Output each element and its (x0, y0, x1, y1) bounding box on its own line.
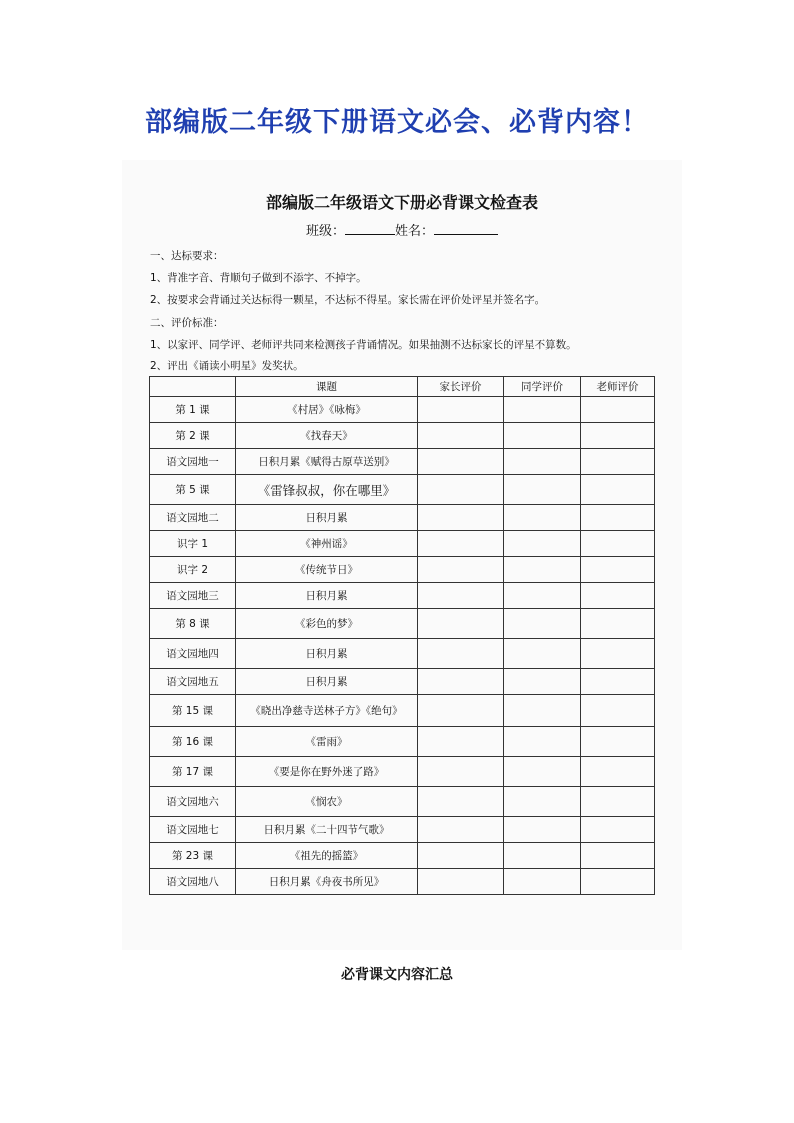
parent-eval-cell[interactable] (418, 727, 504, 757)
lesson-cell: 语文园地二 (150, 505, 236, 531)
peer-eval-cell[interactable] (504, 423, 581, 449)
peer-eval-cell[interactable] (504, 583, 581, 609)
peer-eval-cell[interactable] (504, 843, 581, 869)
lesson-cell: 识字 2 (150, 557, 236, 583)
topic-cell: 《神州谣》 (236, 531, 418, 557)
teacher-eval-cell[interactable] (581, 817, 655, 843)
table-row (150, 787, 655, 817)
teacher-eval-cell[interactable] (581, 669, 655, 695)
table-row (150, 505, 655, 531)
table-header-row (150, 377, 655, 397)
peer-eval-cell[interactable] (504, 695, 581, 727)
peer-eval-cell[interactable] (504, 817, 581, 843)
class-label: 班级： (305, 224, 345, 239)
header-cell: 课题 (236, 377, 418, 397)
standard-line: 2、评出《诵读小明星》发奖状。 (150, 360, 304, 372)
table-row (150, 557, 655, 583)
teacher-eval-cell[interactable] (581, 787, 655, 817)
teacher-eval-cell[interactable] (581, 557, 655, 583)
table-row (150, 817, 655, 843)
table-row (150, 727, 655, 757)
parent-eval-cell[interactable] (418, 817, 504, 843)
check-table (149, 376, 655, 895)
table-row (150, 757, 655, 787)
lesson-cell: 识字 1 (150, 531, 236, 557)
topic-cell: 《悯农》 (236, 787, 418, 817)
teacher-eval-cell[interactable] (581, 449, 655, 475)
table-row (150, 843, 655, 869)
class-name-line (122, 220, 682, 239)
topic-cell: 《祖先的摇篮》 (236, 843, 418, 869)
parent-eval-cell[interactable] (418, 695, 504, 727)
lesson-cell: 第 23 课 (150, 843, 236, 869)
table-row (150, 669, 655, 695)
lesson-cell: 语文园地七 (150, 817, 236, 843)
parent-eval-cell[interactable] (418, 475, 504, 505)
teacher-eval-cell[interactable] (581, 505, 655, 531)
topic-cell: 《晓出净慈寺送林子方》《绝句》 (236, 695, 418, 727)
topic-cell: 《雷雨》 (236, 727, 418, 757)
parent-eval-cell[interactable] (418, 397, 504, 423)
table-row (150, 531, 655, 557)
teacher-eval-cell[interactable] (581, 869, 655, 895)
peer-eval-cell[interactable] (504, 475, 581, 505)
lesson-cell: 第 2 课 (150, 423, 236, 449)
parent-eval-cell[interactable] (418, 757, 504, 787)
lesson-cell: 第 8 课 (150, 609, 236, 639)
peer-eval-cell[interactable] (504, 669, 581, 695)
teacher-eval-cell[interactable] (581, 531, 655, 557)
sheet-title: 部编版二年级语文下册必背课文检查表 (265, 193, 538, 212)
class-blank (345, 222, 395, 235)
section-title: 必背课文内容汇总 (341, 967, 453, 983)
peer-eval-cell[interactable] (504, 727, 581, 757)
lesson-cell: 语文园地六 (150, 787, 236, 817)
table-row (150, 423, 655, 449)
requirement-heading: 一、达标要求： (150, 250, 224, 262)
standard-heading: 二、评价标准： (150, 317, 224, 329)
header-cell: 老师评价 (581, 377, 655, 397)
requirement-line: 1、背准字音、背顺句子做到不添字、不掉字。 (150, 272, 367, 284)
parent-eval-cell[interactable] (418, 583, 504, 609)
name-label: 姓名： (395, 224, 435, 239)
lesson-cell: 第 5 课 (150, 475, 236, 505)
lesson-cell: 语文园地八 (150, 869, 236, 895)
topic-cell: 日积月累 (236, 639, 418, 669)
header-cell: 同学评价 (504, 377, 581, 397)
peer-eval-cell[interactable] (504, 757, 581, 787)
lesson-cell: 第 17 课 (150, 757, 236, 787)
teacher-eval-cell[interactable] (581, 695, 655, 727)
parent-eval-cell[interactable] (418, 423, 504, 449)
lesson-cell: 语文园地四 (150, 639, 236, 669)
topic-cell: 日积月累 (236, 583, 418, 609)
table-row (150, 583, 655, 609)
header-cell: 家长评价 (418, 377, 504, 397)
peer-eval-cell[interactable] (504, 557, 581, 583)
lesson-cell: 第 15 课 (150, 695, 236, 727)
lesson-cell: 语文园地五 (150, 669, 236, 695)
parent-eval-cell[interactable] (418, 787, 504, 817)
peer-eval-cell[interactable] (504, 609, 581, 639)
topic-cell: 日积月累《赋得古原草送别》 (236, 449, 418, 475)
topic-cell: 日积月累 (236, 669, 418, 695)
page-title: 部编版二年级下册语文必会、必背内容！ (145, 107, 649, 138)
topic-cell: 日积月累《二十四节气歌》 (236, 817, 418, 843)
parent-eval-cell[interactable] (418, 609, 504, 639)
topic-cell: 《雷锋叔叔，你在哪里》 (236, 475, 418, 505)
teacher-eval-cell[interactable] (581, 639, 655, 669)
topic-cell: 《要是你在野外迷了路》 (236, 757, 418, 787)
parent-eval-cell[interactable] (418, 531, 504, 557)
peer-eval-cell[interactable] (504, 449, 581, 475)
parent-eval-cell[interactable] (418, 639, 504, 669)
teacher-eval-cell[interactable] (581, 757, 655, 787)
topic-cell: 日积月累《舟夜书所见》 (236, 869, 418, 895)
table-row (150, 869, 655, 895)
parent-eval-cell[interactable] (418, 669, 504, 695)
peer-eval-cell[interactable] (504, 397, 581, 423)
topic-cell: 《传统节日》 (236, 557, 418, 583)
name-blank (434, 222, 498, 235)
header-cell (150, 377, 236, 397)
peer-eval-cell[interactable] (504, 505, 581, 531)
teacher-eval-cell[interactable] (581, 583, 655, 609)
teacher-eval-cell[interactable] (581, 397, 655, 423)
peer-eval-cell[interactable] (504, 787, 581, 817)
lesson-cell: 第 1 课 (150, 397, 236, 423)
lesson-cell: 第 16 课 (150, 727, 236, 757)
teacher-eval-cell[interactable] (581, 475, 655, 505)
topic-cell: 《彩色的梦》 (236, 609, 418, 639)
parent-eval-cell[interactable] (418, 505, 504, 531)
table-row (150, 639, 655, 669)
teacher-eval-cell[interactable] (581, 727, 655, 757)
parent-eval-cell[interactable] (418, 449, 504, 475)
table-row (150, 695, 655, 727)
peer-eval-cell[interactable] (504, 639, 581, 669)
peer-eval-cell[interactable] (504, 531, 581, 557)
parent-eval-cell[interactable] (418, 869, 504, 895)
lesson-cell: 语文园地三 (150, 583, 236, 609)
teacher-eval-cell[interactable] (581, 843, 655, 869)
teacher-eval-cell[interactable] (581, 609, 655, 639)
parent-eval-cell[interactable] (418, 557, 504, 583)
topic-cell: 《找春天》 (236, 423, 418, 449)
table-row (150, 475, 655, 505)
topic-cell: 日积月累 (236, 505, 418, 531)
lesson-cell: 语文园地一 (150, 449, 236, 475)
parent-eval-cell[interactable] (418, 843, 504, 869)
standard-line: 1、以家评、同学评、老师评共同来检测孩子背诵情况。如果抽测不达标家长的评星不算数。 (150, 339, 577, 351)
requirement-line: 2、按要求会背诵过关达标得一颗星，不达标不得星。家长需在评价处评星并签名字。 (150, 294, 546, 306)
table-row (150, 449, 655, 475)
table-row (150, 397, 655, 423)
table-row (150, 609, 655, 639)
peer-eval-cell[interactable] (504, 869, 581, 895)
topic-cell: 《村居》《咏梅》 (236, 397, 418, 423)
teacher-eval-cell[interactable] (581, 423, 655, 449)
